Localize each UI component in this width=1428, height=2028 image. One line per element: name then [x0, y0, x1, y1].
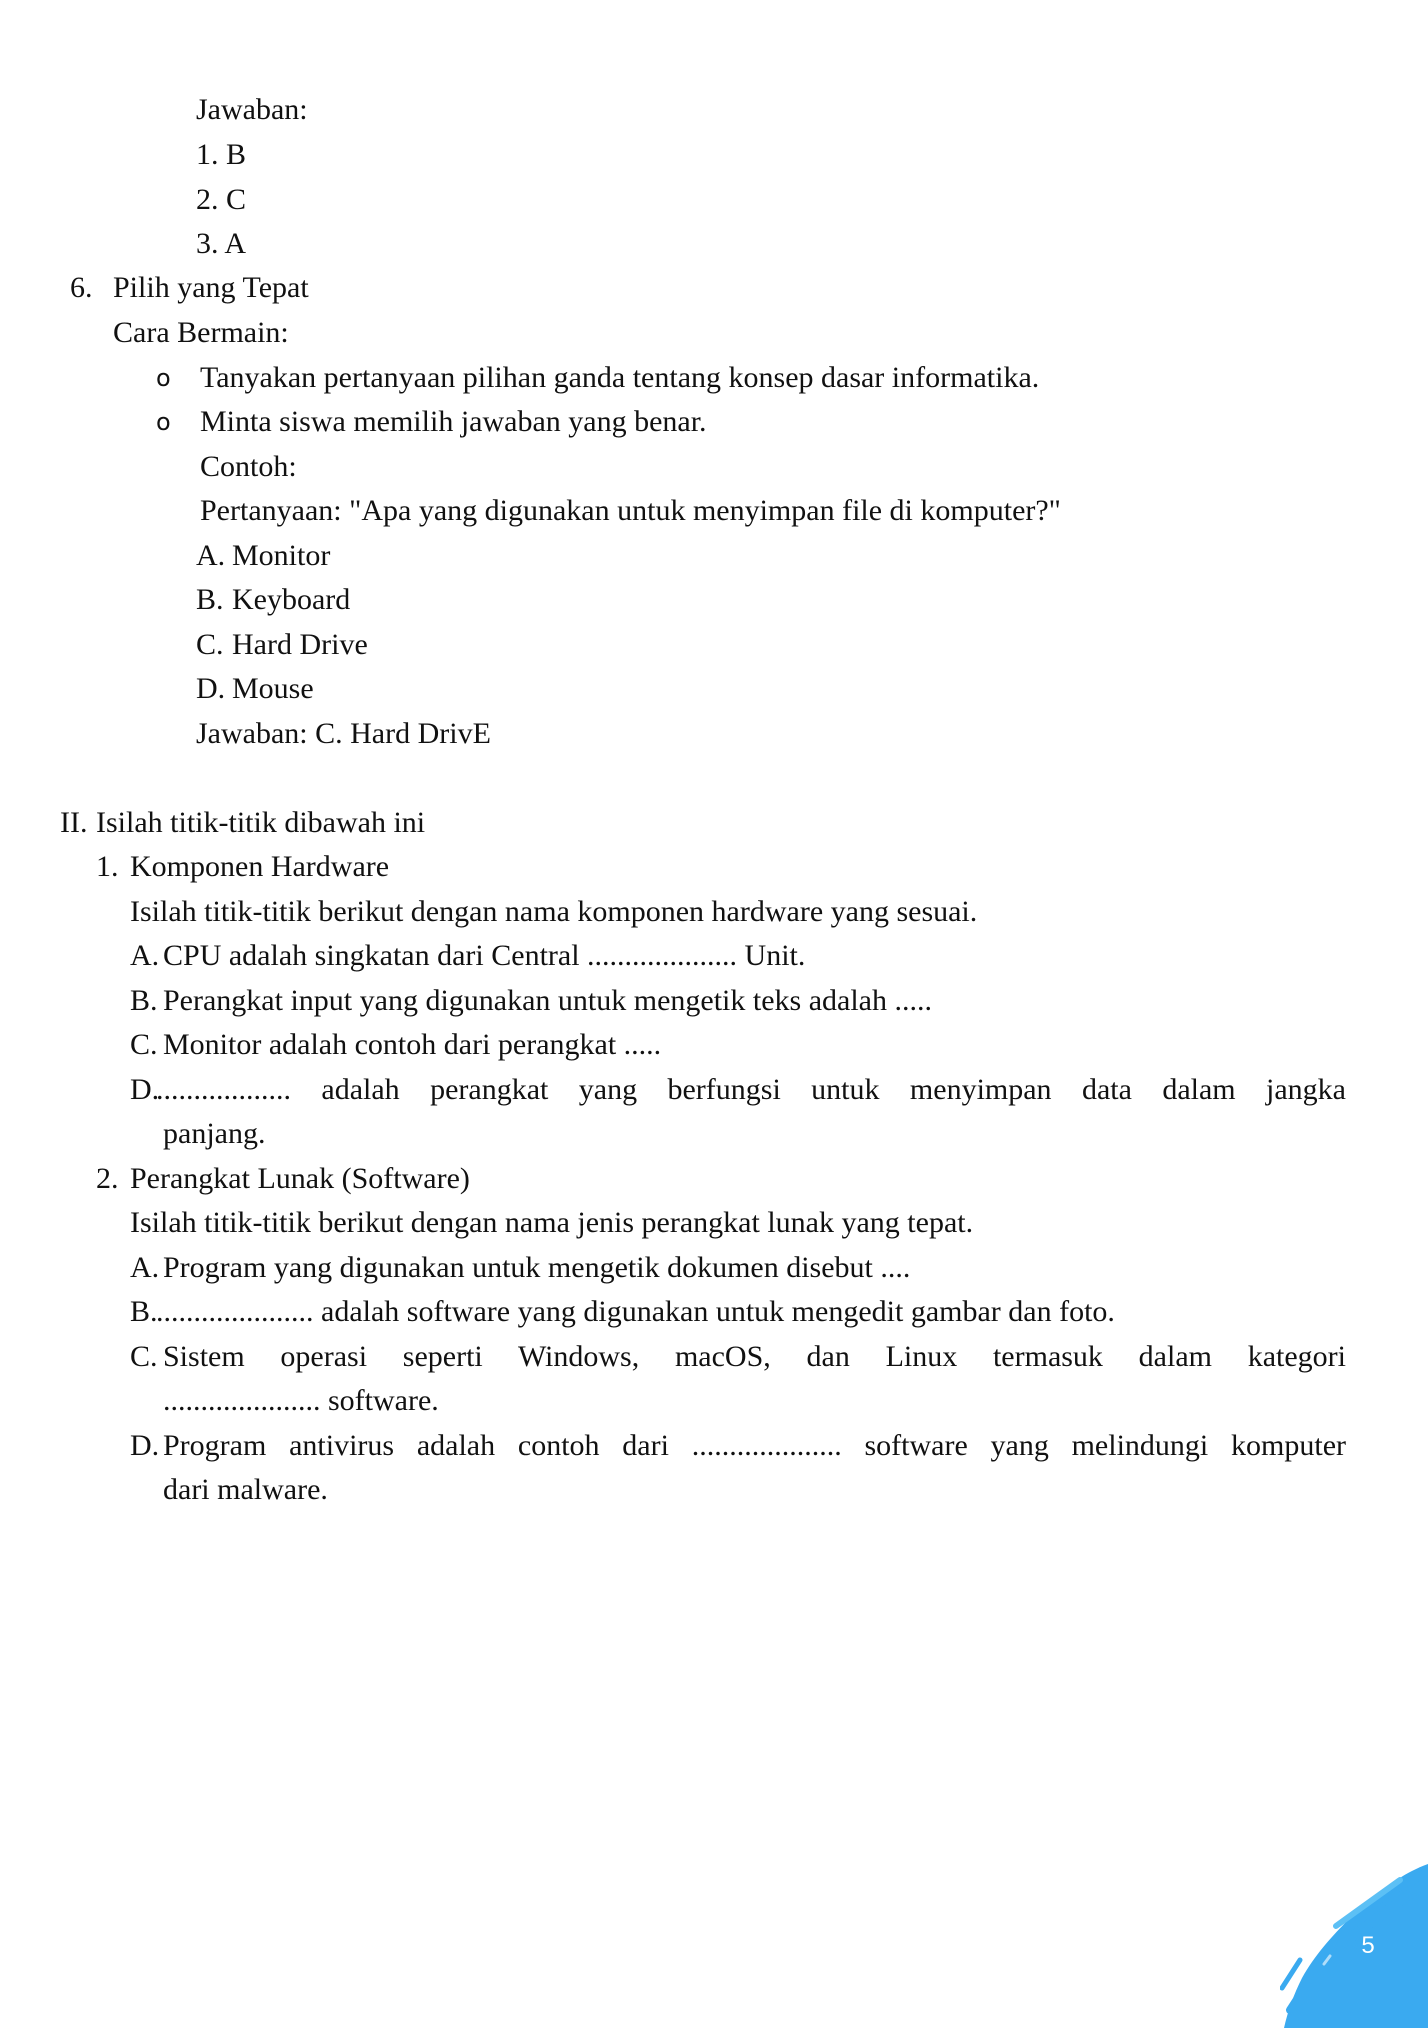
example-label: Contoh: [200, 450, 297, 483]
q1-title: Komponen Hardware [130, 850, 390, 883]
q2-letter-b: B. [130, 1295, 158, 1328]
part-roman-numeral: II. [60, 806, 88, 839]
option-text-b: Keyboard [232, 583, 351, 616]
example-answer: Jawaban: C. Hard DrivE [196, 717, 491, 750]
section-number: 6. [70, 271, 93, 304]
option-letter-a: A. [196, 539, 226, 572]
q2-item-d-line2: dari malware. [163, 1473, 328, 1506]
option-letter-b: B. [196, 583, 224, 616]
q2-item-a: Program yang digunakan untuk mengetik dokumen disebut .... [163, 1251, 911, 1284]
page-number-brush-decoration [1280, 1860, 1428, 2028]
q2-letter-a: A. [130, 1251, 160, 1284]
q2-letter-c: C. [130, 1340, 158, 1373]
q2-title: Perangkat Lunak (Software) [130, 1162, 470, 1195]
q1-instruction: Isilah titik-titik berikut dengan nama komponen hardware yang sesuai. [130, 895, 978, 928]
option-text-c: Hard Drive [232, 628, 368, 661]
page-number: 5 [1361, 1932, 1375, 1959]
bullet-item-1: Tanyakan pertanyaan pilihan ganda tentang konsep dasar informatika. [200, 361, 1040, 394]
q2-item-c-line1: Sistem operasi seperti Windows, macOS, dan Linux termasuk dalam kategori [163, 1340, 1346, 1373]
option-text-d: Mouse [232, 672, 314, 705]
example-question: Pertanyaan: "Apa yang digunakan untuk menyimpan file di komputer?" [200, 494, 1061, 527]
q2-instruction: Isilah titik-titik berikut dengan nama jenis perangkat lunak yang tepat. [130, 1206, 974, 1239]
answer-item-1: 1. B [196, 138, 247, 171]
q1-letter-b: B. [130, 984, 158, 1017]
option-letter-d: D. [196, 672, 226, 705]
q1-item-a: CPU adalah singkatan dari Central .................... Unit. [163, 939, 806, 972]
bullet-icon: o [156, 364, 171, 392]
q1-number: 1. [96, 850, 119, 883]
q1-item-d-line2: panjang. [163, 1117, 266, 1150]
q2-item-c-line2: ..................... software. [163, 1384, 439, 1417]
q1-item-b: Perangkat input yang digunakan untuk mengetik teks adalah ..... [163, 984, 932, 1017]
q1-letter-d: D. [130, 1073, 160, 1106]
option-text-a: Monitor [232, 539, 331, 572]
q1-letter-a: A. [130, 939, 160, 972]
q2-letter-d: D. [130, 1429, 160, 1462]
q1-item-d-line1: .................. adalah perangkat yang berfungsi untuk menyimpan data dalam jangka [156, 1073, 1346, 1106]
bullet-icon: o [156, 408, 171, 436]
part-title: Isilah titik-titik dibawah ini [96, 806, 426, 839]
q1-item-c: Monitor adalah contoh dari perangkat ..... [163, 1028, 662, 1061]
answers-label: Jawaban: [196, 93, 308, 126]
q2-item-b: ..................... adalah software yang digunakan untuk mengedit gambar dan foto. [156, 1295, 1115, 1328]
answer-item-3: 3. A [196, 227, 247, 260]
q2-number: 2. [96, 1162, 119, 1195]
option-letter-c: C. [196, 628, 224, 661]
howto-label: Cara Bermain: [113, 316, 289, 349]
bullet-item-2: Minta siswa memilih jawaban yang benar. [200, 405, 707, 438]
q1-letter-c: C. [130, 1028, 158, 1061]
answer-item-2: 2. C [196, 183, 247, 216]
section-title: Pilih yang Tepat [113, 271, 309, 304]
q2-item-d-line1: Program antivirus adalah contoh dari .................... software yang melindungi komputer [163, 1429, 1346, 1462]
